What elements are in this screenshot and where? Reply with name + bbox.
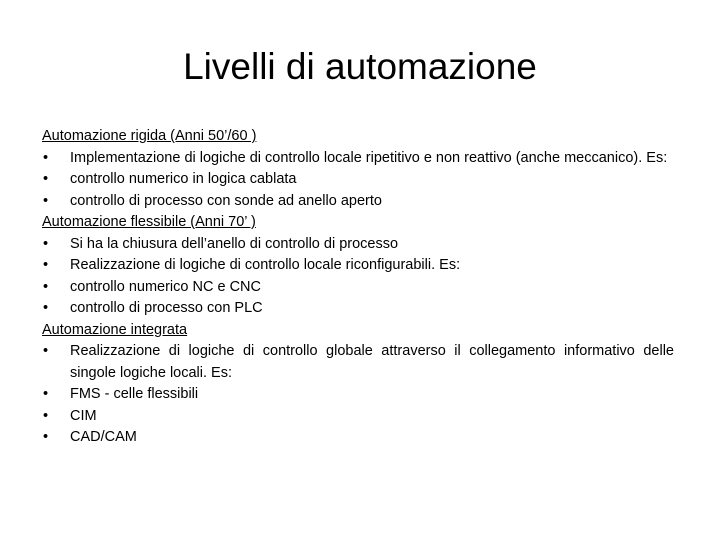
bullet-item [42, 169, 674, 191]
bullet-icon: • [43, 429, 49, 445]
bullet-item [42, 191, 674, 213]
bullet-item [42, 384, 674, 406]
bullet-text: controllo di processo con sonde ad anello aperto [70, 192, 382, 209]
bullet-item [42, 234, 674, 256]
bullet-text: FMS - celle flessibili [70, 386, 199, 402]
section-heading: Automazione rigida (Anni 50’/60 ) [42, 128, 257, 144]
bullet-text: controllo numerico NC e CNC [70, 278, 261, 295]
section-heading: Automazione integrata [42, 321, 188, 338]
slide-content [42, 126, 674, 449]
bullet-icon: • [43, 192, 49, 209]
bullet-text: controllo numerico in logica cablata [70, 171, 297, 187]
section-heading: Automazione flessibile (Anni 70’ ) [42, 214, 256, 230]
bullet-text: CIM [70, 407, 97, 424]
bullet-item [42, 341, 674, 384]
bullet-icon: • [43, 171, 49, 187]
bullet-item [42, 406, 674, 428]
bullet-text: controllo di processo con PLC [70, 300, 263, 316]
bullet-icon: • [43, 257, 49, 273]
bullet-icon: • [43, 149, 49, 166]
bullet-text: Realizzazione di logiche di controllo locale riconfigurabili. Es: [70, 257, 461, 273]
bullet-list [42, 148, 674, 213]
bullet-icon: • [43, 300, 49, 316]
section-automazione-rigida [42, 126, 674, 212]
bullet-text: Implementazione di logiche di controllo locale ripetitivo e non reattivo (anche meccanico). Es: [70, 149, 668, 166]
bullet-item [42, 427, 674, 449]
bullet-item [42, 298, 674, 320]
bullet-icon: • [43, 278, 49, 295]
bullet-icon: • [43, 235, 49, 252]
bullet-text: CAD/CAM [70, 429, 137, 445]
bullet-item [42, 148, 674, 170]
section-automazione-integrata [42, 320, 674, 449]
bullet-icon: • [43, 386, 49, 402]
bullet-text: Realizzazione di logiche di controllo globale attraverso il collegamento informativo delle singole logiche locali. Es: [70, 343, 674, 381]
bullet-icon: • [43, 343, 49, 359]
bullet-list [42, 341, 674, 449]
slide-title: Livelli di automazione [183, 46, 537, 87]
section-automazione-flessibile [42, 212, 674, 320]
bullet-list [42, 234, 674, 320]
bullet-text: Si ha la chiusura dell’anello di controllo di processo [70, 235, 399, 252]
bullet-icon: • [43, 407, 49, 424]
bullet-item [42, 277, 674, 299]
bullet-item [42, 255, 674, 277]
